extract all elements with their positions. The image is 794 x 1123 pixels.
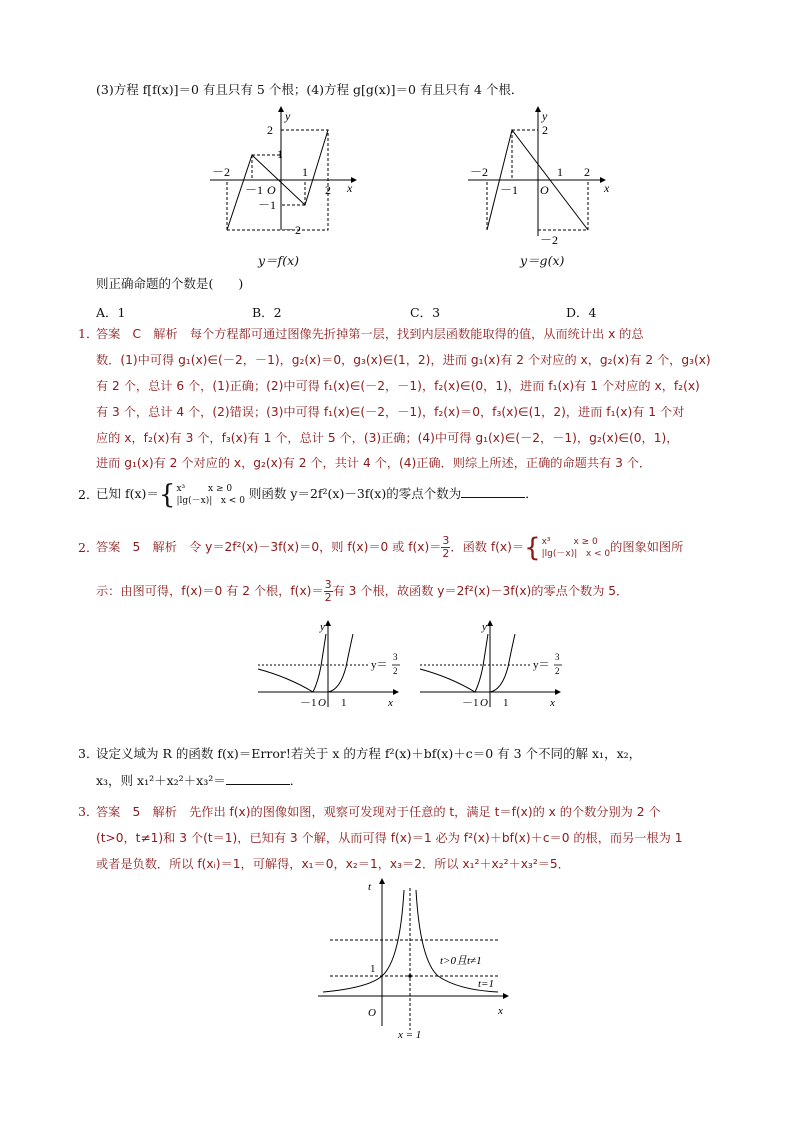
- g-axis-y: y: [542, 109, 548, 123]
- a2-frac2-d: 2: [324, 591, 332, 604]
- answer-3-number: 3．: [78, 804, 99, 819]
- f-axis-x: x: [347, 181, 353, 195]
- question-1-statement-3-4: (3)方程 f[f(x)]＝0 有且只有 5 个根；(4)方程 g[g(x)]＝0 有且只有 4 个根．: [96, 82, 524, 97]
- g-tick-1: 1: [557, 165, 563, 179]
- f-ytick-neg1: －1: [258, 198, 277, 212]
- q3-l2-pre: x₃，则 x₁²＋x₂²＋x₃²＝: [96, 773, 226, 788]
- answer-2-line-1: [96, 530, 683, 565]
- q2-pre: 已知 f(x)＝: [96, 486, 159, 501]
- q2-cond2: x < 0: [220, 496, 245, 506]
- graph-f: [205, 108, 375, 238]
- g-ytick-neg2: －2: [540, 233, 559, 247]
- a3-tick-1: 1: [370, 963, 376, 975]
- a2r-frac-d: 2: [555, 666, 560, 676]
- a3-origin: O: [368, 1007, 376, 1019]
- q3-blank: [226, 773, 290, 785]
- a2r-axis-y: y: [482, 621, 487, 633]
- f-ytick-neg2: －2: [283, 223, 302, 237]
- a2-frac2-n: 3: [324, 578, 332, 591]
- q2-piecewise: { x³ x ≥ 0 |lg(－x)| x < 0: [158, 480, 245, 510]
- option-c: C．3: [410, 305, 441, 320]
- q2-post: 则函数 y＝2f²(x)－3f(x)的零点个数为: [248, 486, 462, 501]
- answer-1-line-6: 进而 g₁(x)有 2 个对应的 x，g₂(x)有 2 个，共计 4 个，(4)正确．则综上所述，正确的命题共有 3 个．: [96, 456, 652, 470]
- a2r-tick-1: 1: [503, 697, 509, 709]
- g-tick-neg2: －2: [470, 165, 489, 179]
- graph-a2-right: [420, 622, 570, 722]
- graph-g: [468, 108, 618, 247]
- question-2-statement: [96, 477, 538, 512]
- a3-axis-t: t: [368, 881, 372, 893]
- f-origin: O: [267, 183, 276, 197]
- q2-cond1: x ≥ 0: [208, 484, 233, 494]
- a2l-tick-neg1: －1: [300, 697, 317, 709]
- q2-blank: [461, 486, 525, 498]
- q2-case2: |lg(－x)|: [176, 496, 213, 506]
- caption-f: y＝f(x): [258, 253, 299, 268]
- caption-g: y＝g(x): [520, 253, 565, 268]
- f-tick-2: 2: [325, 183, 331, 197]
- question-2-number: 2．: [78, 487, 99, 502]
- f-tick-neg1: －1: [245, 183, 264, 197]
- a2-l2-pre: 示：由图可得，f(x)＝0 有 2 个根，f(x)＝: [96, 584, 324, 598]
- answer-1-number: 1．: [78, 326, 99, 341]
- a3-axis-x: x: [498, 1005, 503, 1017]
- q2-end: ．: [525, 486, 538, 501]
- a2l-tick-1: 1: [341, 697, 347, 709]
- a2-cond1: x ≥ 0: [573, 537, 598, 547]
- a2l-frac-n: 3: [393, 652, 398, 662]
- answer-3-line-3: 或者是负数．所以 f(xᵢ)＝1，可解得，x₁＝0，x₂＝1，x₃＝2．所以 x₁²＋x₂²＋x₃²＝5．: [96, 857, 570, 871]
- f-ytick-2: 2: [267, 123, 273, 137]
- answer-3-line-2: (t>0，t≠1)和 3 个(t＝1)，已知有 3 个解，从而可得 f(x)＝1 必为 f²(x)＋bf(x)＋c＝0 的根，而另一根为 1: [96, 831, 683, 845]
- graph-a3: [318, 880, 518, 1040]
- a2-frac-d: 2: [442, 547, 450, 560]
- a2-l2-post: 有 3 个根，故函数 y＝2f²(x)－3f(x)的零点个数为 5．: [332, 584, 629, 598]
- a2-cond2: x < 0: [585, 549, 611, 559]
- a2l-axis-y: y: [320, 621, 325, 633]
- question-3-line-1: 设定义域为 R 的函数 f(x)＝Error!若关于 x 的方程 f²(x)＋bf(x)＋c＝0 有 3 个不同的解 x₁，x₂，: [96, 746, 642, 761]
- g-axis-x: x: [604, 181, 610, 195]
- option-d: D．4: [566, 305, 597, 320]
- a2-piecewise: { x³ x ≥ 0 |lg(－x)| x < 0: [524, 533, 611, 563]
- f-ytick-1: 1: [277, 147, 283, 161]
- g-tick-2: 2: [584, 165, 590, 179]
- a2l-frac-d: 2: [393, 666, 398, 676]
- a2-case2: |lg(－x)|: [541, 549, 578, 559]
- a2l-axis-x: x: [388, 697, 393, 709]
- answer-1-line-4: 有 3 个，总计 4 个，(2)错误；(3)中可得 f₁(x)∈(－2，－1)，f₂(x)＝0，f₃(x)∈(1，2)，进而 f₁(x)有 1 个对: [96, 405, 685, 419]
- q3-l2-end: ．: [289, 773, 303, 788]
- q2-case1: x³: [176, 484, 186, 494]
- f-tick-neg2: －2: [212, 165, 231, 179]
- a2r-axis-x: x: [550, 697, 555, 709]
- answer-2-line-2: [96, 574, 628, 608]
- a2r-tick-neg1: －1: [462, 697, 479, 709]
- g-ytick-2: 2: [542, 123, 548, 137]
- question-3-number: 3．: [78, 746, 99, 761]
- option-a: A．1: [96, 305, 126, 320]
- a2r-frac-n: 3: [555, 652, 560, 662]
- a2-l1-pre: 答案 5 解析 令 y＝2f²(x)－3f(x)＝0，则 f(x)＝0 或 f(x)＝: [96, 540, 442, 554]
- answer-1-line-2: 数．(1)中可得 g₁(x)∈(－2，－1)，g₂(x)＝0，g₃(x)∈(1，2)，进而 g₁(x)有 2 个对应的 x，g₂(x)有 2 个，g₃(x): [96, 353, 711, 367]
- a3-label-t1: t=1: [478, 978, 494, 990]
- graph-a2-left: [258, 622, 408, 722]
- a2-l1-post: 的图象如图所: [610, 540, 684, 554]
- answer-2-number: 2．: [78, 540, 99, 555]
- a2r-line-label: y＝: [533, 659, 550, 671]
- g-origin: O: [540, 183, 549, 197]
- f-axis-y: y: [285, 109, 291, 123]
- question-3-line-2: [96, 773, 302, 789]
- option-b: B．2: [252, 305, 282, 320]
- a2-frac-n: 3: [442, 534, 450, 547]
- a2r-origin: O: [480, 697, 488, 709]
- answer-3-line-1: 答案 5 解析 先作出 f(x)的图像如图，观察可发现对于任意的 t，满足 t＝f(x)的 x 的个数分别为 2 个: [96, 805, 661, 819]
- answer-1-line-1: 答案 C 解析 每个方程都可通过图像先折掉第一层，找到内层函数能取得的值，从而统计出 x 的总: [96, 327, 644, 341]
- answer-1-line-3: 有 2 个，总计 6 个，(1)正确；(2)中可得 f₁(x)∈(－2，－1)，f₂(x)∈(0，1)，进而 f₁(x)有 1 个对应的 x，f₂(x): [96, 379, 700, 393]
- a3-label-x1: x = 1: [398, 1029, 422, 1041]
- g-tick-neg1: －1: [500, 183, 519, 197]
- a2-frac-3-2-b: [324, 579, 333, 604]
- a2l-line-label: y＝: [371, 659, 388, 671]
- a2l-origin: O: [318, 697, 326, 709]
- answer-1-line-5: 应的 x，f₂(x)有 3 个，f₃(x)有 1 个，总计 5 个，(3)正确；(4)中可得 g₁(x)∈(－2，－1)，g₂(x)∈(0，1)，: [96, 431, 679, 445]
- question-1-prompt: 则正确命题的个数是( ): [96, 276, 244, 291]
- f-tick-1: 1: [302, 165, 308, 179]
- a2-l1-mid: ．函数 f(x)＝: [450, 540, 525, 554]
- a2-case1: x³: [541, 537, 551, 547]
- a3-label-tgt0: t>0且t≠1: [440, 955, 482, 967]
